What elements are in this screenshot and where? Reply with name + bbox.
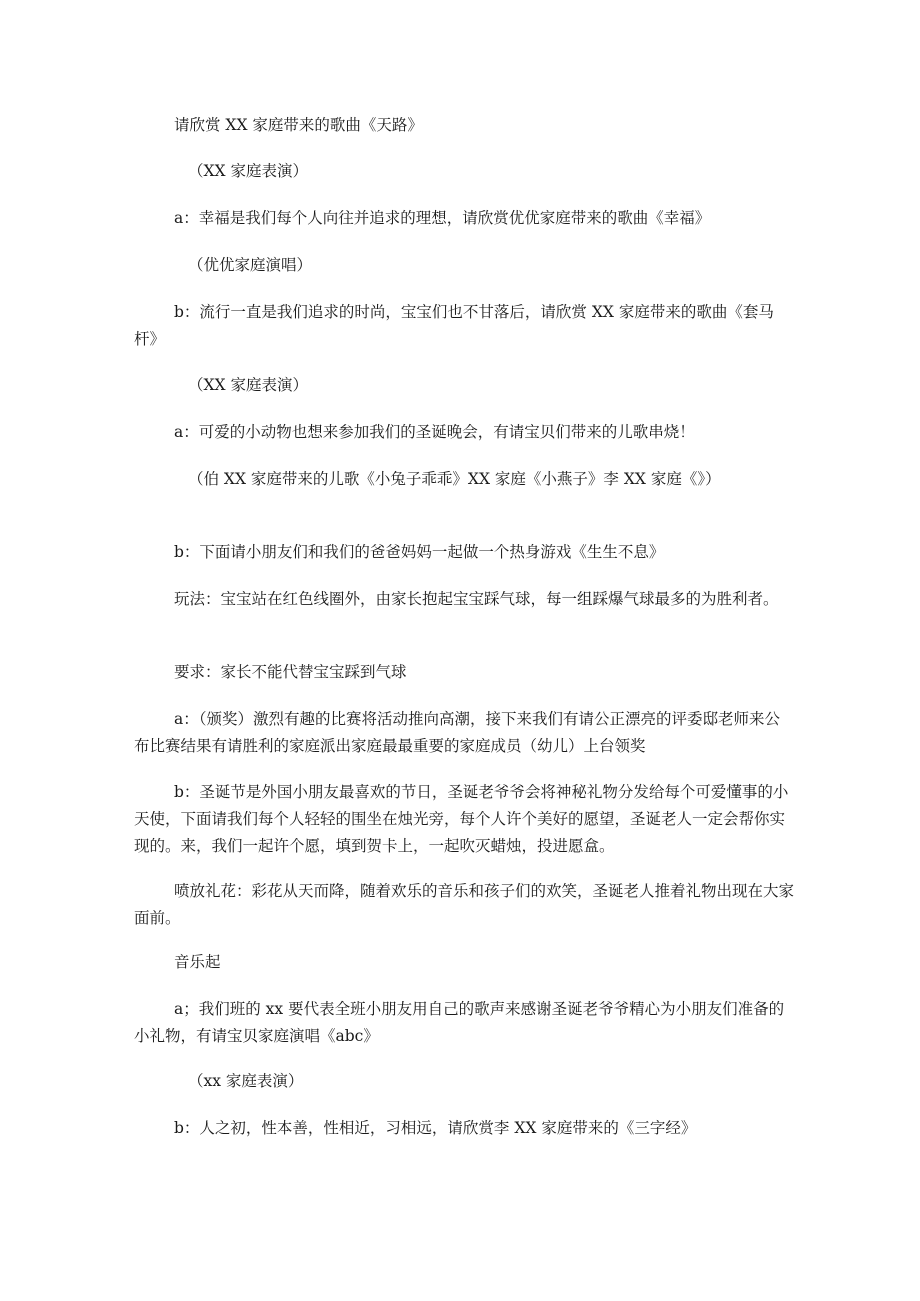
paragraph-b-taomagan: b：流行一直是我们追求的时尚，宝宝们也不甘落后，请欣赏 XX 家庭带来的歌曲《套马杆》 bbox=[134, 303, 774, 348]
paragraph-a-animals: a：可爱的小动物也想来参加我们的圣诞晚会，有请宝贝们带来的儿歌串烧！ bbox=[174, 423, 695, 441]
paragraph-requirements: 要求：家长不能代替宝宝踩到气球 bbox=[174, 663, 407, 681]
paragraph-youyou-family-sing: （优优家庭演唱） bbox=[188, 256, 313, 274]
paragraph-b-christmas: b：圣诞节是外国小朋友最喜欢的节日，圣诞老爷爷会将神秘礼物分发给每个可爱懂事的小天使，下面请我们每个人轻轻的围坐在烛光旁，每个人许个美好的愿望，圣诞老人一定会帮你实现的。来，我们一起许个愿，填到贺卡上，一起吹灭蜡烛，投进愿盒。 bbox=[134, 783, 789, 855]
paragraph-game-rules: 玩法：宝宝站在红色线圈外，由家长抱起宝宝踩气球，每一组踩爆气球最多的为胜利者。 bbox=[174, 590, 779, 608]
paragraph-a-happiness: a：幸福是我们每个人向往并追求的理想，请欣赏优优家庭带来的歌曲《幸福》 bbox=[174, 209, 711, 227]
paragraph-song-tianlu: 请欣赏 XX 家庭带来的歌曲《天路》 bbox=[174, 116, 423, 134]
paragraph-xx-family-show-1: （XX 家庭表演） bbox=[188, 162, 308, 180]
paragraph-music-starts: 音乐起 bbox=[174, 953, 221, 971]
paragraph-xx-family-show-3: （xx 家庭表演） bbox=[188, 1072, 304, 1090]
paragraph-a-award: a：（颁奖）激烈有趣的比赛将活动推向高潮，接下来我们有请公正漂亮的评委邸老师来公布比赛结果有请胜利的家庭派出家庭最最重要的家庭成员（幼儿）上台领奖 bbox=[134, 710, 780, 755]
paragraph-a-thanks-santa: a；我们班的 xx 要代表全班小朋友用自己的歌声来感谢圣诞老爷爷精心为小朋友们准备的小礼物，有请宝贝家庭演唱《abc》 bbox=[134, 1000, 785, 1045]
paragraph-b-sanzijing: b：人之初，性本善，性相近，习相远，请欣赏李 XX 家庭带来的《三字经》 bbox=[174, 1119, 697, 1137]
paragraph-b-warmup-game: b：下面请小朋友们和我们的爸爸妈妈一起做一个热身游戏《生生不息》 bbox=[174, 543, 665, 561]
paragraph-children-songs: （伯 XX 家庭带来的儿歌《小兔子乖乖》XX 家庭《小燕子》李 XX 家庭《》） bbox=[188, 470, 721, 488]
paragraph-xx-family-show-2: （XX 家庭表演） bbox=[188, 376, 308, 394]
paragraph-fireworks: 喷放礼花：彩花从天而降，随着欢乐的音乐和孩子们的欢笑，圣诞老人推着礼物出现在大家面前。 bbox=[134, 882, 795, 927]
